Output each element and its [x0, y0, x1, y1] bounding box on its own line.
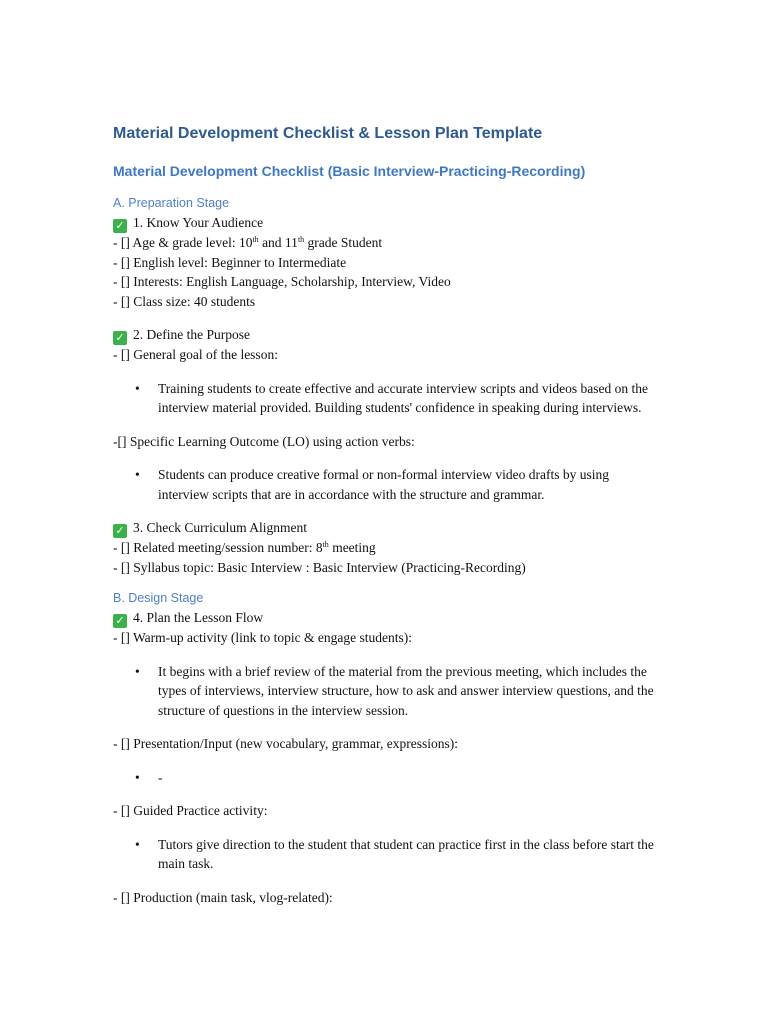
list-item-text: It begins with a brief review of the material from the previous meeting, which includes the types of interviews, interview structure, how to ask and answer interview questions, and the structure of questions in the interview session.	[158, 663, 654, 718]
checklist-item-learning-outcome: -[] Specific Learning Outcome (LO) using action verbs:	[113, 433, 415, 449]
checklist-item-presentation: - [] Presentation/Input (new vocabulary, grammar, expressions):	[113, 736, 458, 751]
item-text: - [] Related meeting/session number: 8	[113, 540, 323, 555]
checklist-item-age	[113, 233, 673, 253]
checklist-item-interests: - [] Interests: English Language, Scholarship, Interview, Video	[113, 274, 451, 289]
step-define-purpose	[113, 325, 673, 345]
list-item	[113, 662, 663, 721]
section-heading-preparation: A. Preparation Stage	[113, 196, 230, 210]
checklist-item-session-number	[113, 538, 673, 558]
checklist-item-general-goal: - [] General goal of the lesson:	[113, 347, 278, 362]
checklist-item-warm-up: - [] Warm-up activity (link to topic & engage students):	[113, 630, 412, 645]
step-curriculum-alignment	[113, 518, 673, 538]
list-item-text: Tutors give direction to the student that student can practice first in the class before start the main task.	[158, 836, 654, 871]
step-label: 1. Know Your Audience	[133, 215, 264, 230]
step-label: 2. Define the Purpose	[133, 327, 250, 342]
bullet-list	[113, 835, 673, 874]
checklist-item-guided-practice: - [] Guided Practice activity:	[113, 803, 268, 818]
step-label: 3. Check Curriculum Alignment	[133, 520, 307, 535]
section-heading-design: B. Design Stage	[113, 591, 204, 605]
superscript: th	[297, 235, 305, 244]
step-label: 4. Plan the Lesson Flow	[133, 610, 264, 625]
list-item-text: Students can produce creative formal or non-formal interview video drafts by using interview scripts that are in accordance with the structure and grammar.	[158, 467, 609, 502]
list-item	[113, 465, 663, 504]
item-text: and 11	[258, 235, 298, 250]
list-item-text: Training students to create effective and accurate interview scripts and videos based on the interview material provided. Building students' confidence in speaking during interviews.	[158, 380, 648, 415]
bullet-icon: •	[135, 769, 140, 785]
check-mark-icon: ✓	[113, 219, 127, 233]
bullet-list	[113, 465, 673, 504]
check-mark-icon: ✓	[113, 524, 127, 538]
list-item-text: -	[158, 769, 163, 785]
bullet-icon: •	[135, 380, 140, 396]
bullet-list	[113, 768, 673, 788]
superscript: th	[252, 235, 259, 244]
item-text: - [] Age & grade level: 10	[113, 235, 253, 250]
checklist-item-class-size: - [] Class size: 40 students	[113, 293, 256, 309]
list-item	[113, 835, 663, 874]
check-mark-icon: ✓	[113, 614, 127, 628]
checklist-item-production: - [] Production (main task, vlog-related):	[113, 889, 333, 905]
checklist-subtitle: Material Development Checklist (Basic Interview-Practicing-Recording)	[113, 163, 586, 179]
document-title: Material Development Checklist & Lesson Plan Template	[113, 125, 543, 142]
list-item	[113, 768, 663, 788]
item-text: meeting	[328, 540, 376, 555]
superscript: th	[322, 540, 329, 549]
list-item	[113, 379, 663, 418]
checklist-item-english-level: - [] English level: Beginner to Intermediate	[113, 254, 347, 270]
check-mark-icon: ✓	[113, 331, 127, 345]
checklist-item-syllabus-topic: - [] Syllabus topic: Basic Interview : Basic Interview (Practicing-Recording)	[113, 559, 526, 575]
item-text: grade Student	[304, 235, 383, 250]
bullet-icon: •	[135, 467, 140, 482]
document-body	[113, 122, 673, 907]
step-lesson-flow	[113, 608, 673, 628]
bullet-icon: •	[135, 663, 140, 679]
step-know-audience	[113, 213, 673, 233]
bullet-list	[113, 379, 673, 418]
bullet-icon: •	[135, 836, 140, 852]
bullet-list	[113, 662, 673, 721]
